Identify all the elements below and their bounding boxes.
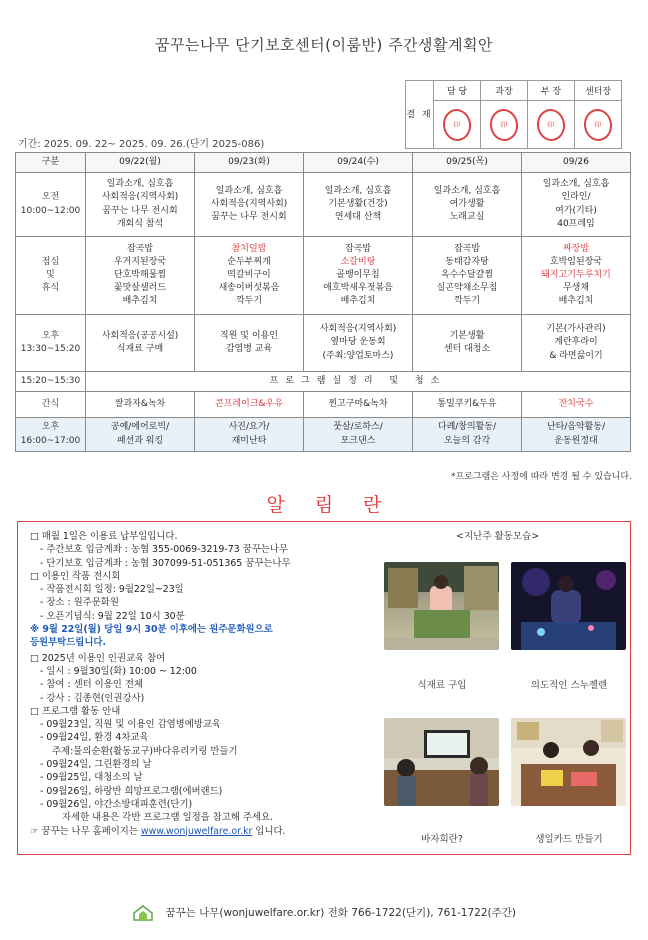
cell-line: 사회적응(공공시설) xyxy=(101,330,179,341)
notice-line: - 09월24일, 그린환경의 날 xyxy=(40,759,152,771)
cell-line: 꿈꾸는 나무 전시회 xyxy=(102,205,178,216)
menu-item: 호박임된장국 xyxy=(549,256,603,267)
cell-line: 40프레임 xyxy=(557,218,595,229)
photo-caption: 식재료 구입 xyxy=(417,680,467,691)
cell-line: 포크댄스 xyxy=(340,435,376,446)
header-cell: 09/24(수) xyxy=(304,153,413,173)
notice-heading-edu: □ 2025년 이용인 인권교육 참여 xyxy=(30,652,166,664)
menu-item: 깍두기 xyxy=(235,296,263,307)
cell-line: 사회적응(지역사회) xyxy=(319,324,397,335)
row-label-line: 오후 xyxy=(41,330,60,341)
homepage-line xyxy=(30,825,385,838)
cell-line: & 라면끓이기 xyxy=(549,350,603,361)
notice-line: - 09월26일, 야간소방대피훈련(단기) xyxy=(40,798,193,810)
seal-stamp-icon: 印 xyxy=(441,107,473,143)
footer-contact: 꿈꾸는 나무(wonjuwelfare.or.kr) 전화 766-1722(단기), 761-1722(주간) xyxy=(165,907,517,919)
seal-stamp-icon: 印 xyxy=(535,107,567,143)
row-label-line: 오전 xyxy=(41,192,60,203)
menu-item: 골뱅이무침 xyxy=(336,269,380,280)
header-cell: 구분 xyxy=(16,153,86,173)
cell-line: 패션과 워킹 xyxy=(116,435,164,446)
clean-cell: 프로그램실정리 및 청소 xyxy=(86,372,631,392)
approval-stamp-cell xyxy=(528,101,575,149)
schedule-row-late xyxy=(16,418,631,452)
cell-line: 공예/에어로빅/ xyxy=(110,422,170,433)
notice-heading: 알림란 xyxy=(266,494,412,516)
menu-item-special: 돼지고기두루치기 xyxy=(541,269,611,280)
row-label xyxy=(16,315,86,372)
approval-label: 결 재 xyxy=(406,81,434,149)
menu-item: 순두부찌개 xyxy=(227,256,271,267)
weekly-schedule-table xyxy=(15,152,631,452)
schedule-cell xyxy=(195,418,304,452)
notice-line: - 작품전시회 일정: 9월22일~23일 xyxy=(40,584,184,596)
snack-cell: 찐고구마&녹차 xyxy=(304,392,413,418)
cell-line: 일과소개, 심호흡 xyxy=(324,185,392,196)
cell-line: 오늘의 감각 xyxy=(443,435,491,446)
cell-line: 직원 및 이용인 xyxy=(220,330,278,341)
homepage-prefix: ☞ 꿈꾸는 나무 홈페이지는 xyxy=(30,825,138,837)
menu-item-special: 참치덮밥 xyxy=(231,243,267,254)
cell-line: 계란후라이 xyxy=(554,337,598,348)
cell-line: 여가(기타) xyxy=(555,205,597,216)
menu-item: 동태감자탕 xyxy=(445,256,489,267)
seal-stamp-icon: 印 xyxy=(582,107,614,143)
row-label-line: 13:30~15:20 xyxy=(20,344,81,354)
gallery-title: <지난주 활동모습> xyxy=(456,531,540,542)
cell-line: 일과소개, 심호흡 xyxy=(215,185,283,196)
row-label xyxy=(16,418,86,452)
schedule-period: 기간: 2025. 09. 22~ 2025. 09. 26.(단기 2025-086) xyxy=(18,139,265,150)
snoezelen-photo xyxy=(511,562,626,650)
approval-stamp-cell xyxy=(575,101,622,149)
notice-line: - 09월26일, 하랑반 희망프로그램(에버랜드) xyxy=(40,785,223,797)
notice-line: - 장소 : 원주문화원 xyxy=(40,597,119,609)
approval-role: 과장 xyxy=(481,81,528,101)
schedule-cell xyxy=(522,418,631,452)
schedule-cell xyxy=(86,418,195,452)
snack-cell: 잔치국수 xyxy=(522,392,631,418)
homepage-link[interactable]: www.wonjuwelfare.or.kr xyxy=(140,825,253,837)
cell-line: 인라인/ xyxy=(561,192,591,203)
menu-item: 잡곡밥 xyxy=(126,243,154,254)
notice-line: 자세한 내용은 각반 프로그램 일정을 참고해 주세요. xyxy=(62,812,274,824)
cell-line: 일과소개, 심호흡 xyxy=(433,185,501,196)
row-label-line: 10:00~12:00 xyxy=(20,205,81,216)
menu-cell xyxy=(304,237,413,315)
menu-item: 실곤약채소무침 xyxy=(436,283,498,294)
menu-cell xyxy=(195,237,304,315)
notice-line: - 참여 : 센터 이용인 전체 xyxy=(40,679,143,691)
photo-caption: 바자회란? xyxy=(421,834,463,845)
activity-photo xyxy=(384,562,499,650)
schedule-cell xyxy=(195,315,304,372)
row-label: 15:20~15:30 xyxy=(16,372,86,392)
cell-line: 풋살/로하스/ xyxy=(333,422,383,433)
schedule-cell xyxy=(413,418,522,452)
notice-line: - 오픈기념식: 9월 22일 10시 30분 xyxy=(40,610,185,622)
schedule-cell xyxy=(86,315,195,372)
notice-line: 주제:물의순환(활동교구)바다유리키링 만들기 xyxy=(52,745,238,757)
schedule-cell xyxy=(195,173,304,237)
cell-line: 사진/요가/ xyxy=(228,422,270,433)
cell-line: 일과소개, 심호흡 xyxy=(106,179,174,190)
approval-stamp-cell xyxy=(434,101,481,149)
approval-box xyxy=(405,80,622,149)
notice-heading-program: □ 프로그램 활동 안내 xyxy=(30,705,121,717)
menu-item: 무생채 xyxy=(562,283,590,294)
notice-heading-fee: □ 매월 1일은 이용료 납부일입니다. xyxy=(30,531,178,542)
house-tree-logo-icon xyxy=(132,905,154,921)
cell-line: 노래교실 xyxy=(449,212,485,223)
schedule-row-pm xyxy=(16,315,631,372)
menu-item: 우거지된장국 xyxy=(113,256,167,267)
notice-line: - 강사 : 김종현(인권강사) xyxy=(40,692,145,704)
notice-heading-exhibit: □ 이용인 작품 전시회 xyxy=(30,570,121,582)
notice-line: - 주간보호 입금계좌 : 농협 355-0069-3219-73 꿈꾸는나무 xyxy=(40,544,288,556)
page-title: 꿈꾸는나무 단기보호센터(이룸반) 주간생활계획안 xyxy=(154,36,494,54)
notice-line: - 09월24일, 환경 4차교육 xyxy=(40,732,149,744)
menu-item: 잡곡밥 xyxy=(344,243,372,254)
schedule-header-row xyxy=(16,153,631,173)
row-label-line: 휴식 xyxy=(41,283,60,294)
schedule-cell xyxy=(413,173,522,237)
cell-line: 기본(가사관리) xyxy=(546,324,606,335)
schedule-cell xyxy=(86,173,195,237)
menu-item: 배추김치 xyxy=(558,296,594,307)
bazaar-class-photo xyxy=(384,718,499,806)
notice-line: - 09월23일, 직원 및 이용인 감염병예방교육 xyxy=(40,719,221,731)
menu-item: 배추김치 xyxy=(122,296,158,307)
row-label: 간식 xyxy=(16,392,86,418)
schedule-row-snack xyxy=(16,392,631,418)
cell-line: 다례/창의활동/ xyxy=(437,422,497,433)
schedule-cell xyxy=(304,418,413,452)
birthday-card-photo xyxy=(511,718,626,806)
approval-stamp-cell xyxy=(481,101,528,149)
seal-stamp-icon: 印 xyxy=(488,107,520,143)
snack-cell: 통밀쿠키&두유 xyxy=(413,392,522,418)
schedule-cell xyxy=(304,315,413,372)
menu-cell xyxy=(522,237,631,315)
menu-item-special: 소갈비탕 xyxy=(340,256,376,267)
photo-caption: 생일카드 만들기 xyxy=(535,834,603,845)
cell-line: 감염병 교육 xyxy=(225,344,273,354)
cell-line: 연세대 산책 xyxy=(334,212,382,223)
notice-warning: 등원부탁드립니다. xyxy=(30,637,107,649)
photo-caption: 의도적인 스누젤렌 xyxy=(530,680,608,691)
schedule-cell xyxy=(522,173,631,237)
homepage-suffix: 입니다. xyxy=(255,825,286,837)
notice-line: - 단기보호 입금계좌 : 농협 307099-51-051365 꿈꾸는나무 xyxy=(40,557,291,569)
cell-line: 사회적응(지역사회) xyxy=(210,198,288,209)
cell-line: 여가생활 xyxy=(449,198,485,209)
notice-list xyxy=(30,530,385,838)
notice-warning: ※ 9월 22일(월) 당일 9시 30분 이후에는 원주문화원으로 xyxy=(30,624,273,636)
menu-item: 옥수수달걀찜 xyxy=(440,269,494,280)
schedule-note: *프로그램은 사정에 따라 변경 될 수 있습니다. xyxy=(450,472,632,482)
grocery-shopping-photo xyxy=(384,562,499,650)
menu-item: 새송이버섯볶음 xyxy=(218,283,280,294)
schedule-row-lunch xyxy=(16,237,631,315)
menu-item: 단호박해물찜 xyxy=(113,269,167,280)
snack-cell: 쌀과자&녹차 xyxy=(86,392,195,418)
menu-item: 배추김치 xyxy=(340,296,376,307)
notice-board xyxy=(17,521,631,855)
row-label-line: 및 xyxy=(46,269,55,280)
schedule-row-clean xyxy=(16,372,631,392)
activity-photo xyxy=(511,562,626,650)
cell-line: 기본생활(건강) xyxy=(328,198,388,209)
header-cell: 09/26 xyxy=(522,153,631,173)
schedule-cell xyxy=(522,315,631,372)
menu-item: 잡곡밥 xyxy=(453,243,481,254)
snack-cell: 콘프레이크&우유 xyxy=(195,392,304,418)
approval-role: 부 장 xyxy=(528,81,575,101)
menu-cell xyxy=(86,237,195,315)
activity-photo xyxy=(511,718,626,806)
menu-item: 꽃맛살샐러드 xyxy=(113,283,167,294)
row-label xyxy=(16,237,86,315)
cell-line: 사회적응(지역사회) xyxy=(101,192,179,203)
cell-line: 옆마당 운동회 xyxy=(330,337,386,348)
cell-line: 난타/음악활동/ xyxy=(546,422,606,433)
menu-cell xyxy=(413,237,522,315)
row-label-line: 점심 xyxy=(41,256,60,267)
header-cell: 09/25(목) xyxy=(413,153,522,173)
menu-item: 애호박새우젓볶음 xyxy=(323,283,393,294)
header-cell: 09/23(화) xyxy=(195,153,304,173)
activity-photo xyxy=(384,718,499,806)
cell-line: 센터 대청소 xyxy=(443,344,491,354)
approval-role: 센터장 xyxy=(575,81,622,101)
cell-line: 기본생활 xyxy=(449,330,485,341)
row-label-line: 오후 xyxy=(41,422,60,433)
schedule-cell xyxy=(304,173,413,237)
notice-line: - 일시 : 9월30일(화) 10:00 ~ 12:00 xyxy=(40,665,197,677)
cell-line: (주최:양업토마스) xyxy=(322,350,394,361)
menu-item-special: 짜장밥 xyxy=(562,243,590,254)
header-cell: 09/22(월) xyxy=(86,153,195,173)
cell-line: 꿈꾸는 나무 전시회 xyxy=(211,212,287,223)
footer xyxy=(0,905,648,921)
menu-item: 떡갈비구이 xyxy=(227,269,271,280)
row-label xyxy=(16,173,86,237)
schedule-cell xyxy=(413,315,522,372)
cell-line: 개회식 참석 xyxy=(116,218,164,229)
notice-line: - 09월25일, 대청소의 날 xyxy=(40,772,143,784)
cell-line: 운동원정대 xyxy=(554,435,598,446)
schedule-row-am xyxy=(16,173,631,237)
row-label-line: 16:00~17:00 xyxy=(20,435,81,446)
approval-role: 담 당 xyxy=(434,81,481,101)
cell-line: 일과소개, 심호흡 xyxy=(542,179,610,190)
cell-line: 식재료 구매 xyxy=(116,344,164,354)
cell-line: 재미난타 xyxy=(231,435,267,446)
menu-item: 깍두기 xyxy=(453,296,481,307)
